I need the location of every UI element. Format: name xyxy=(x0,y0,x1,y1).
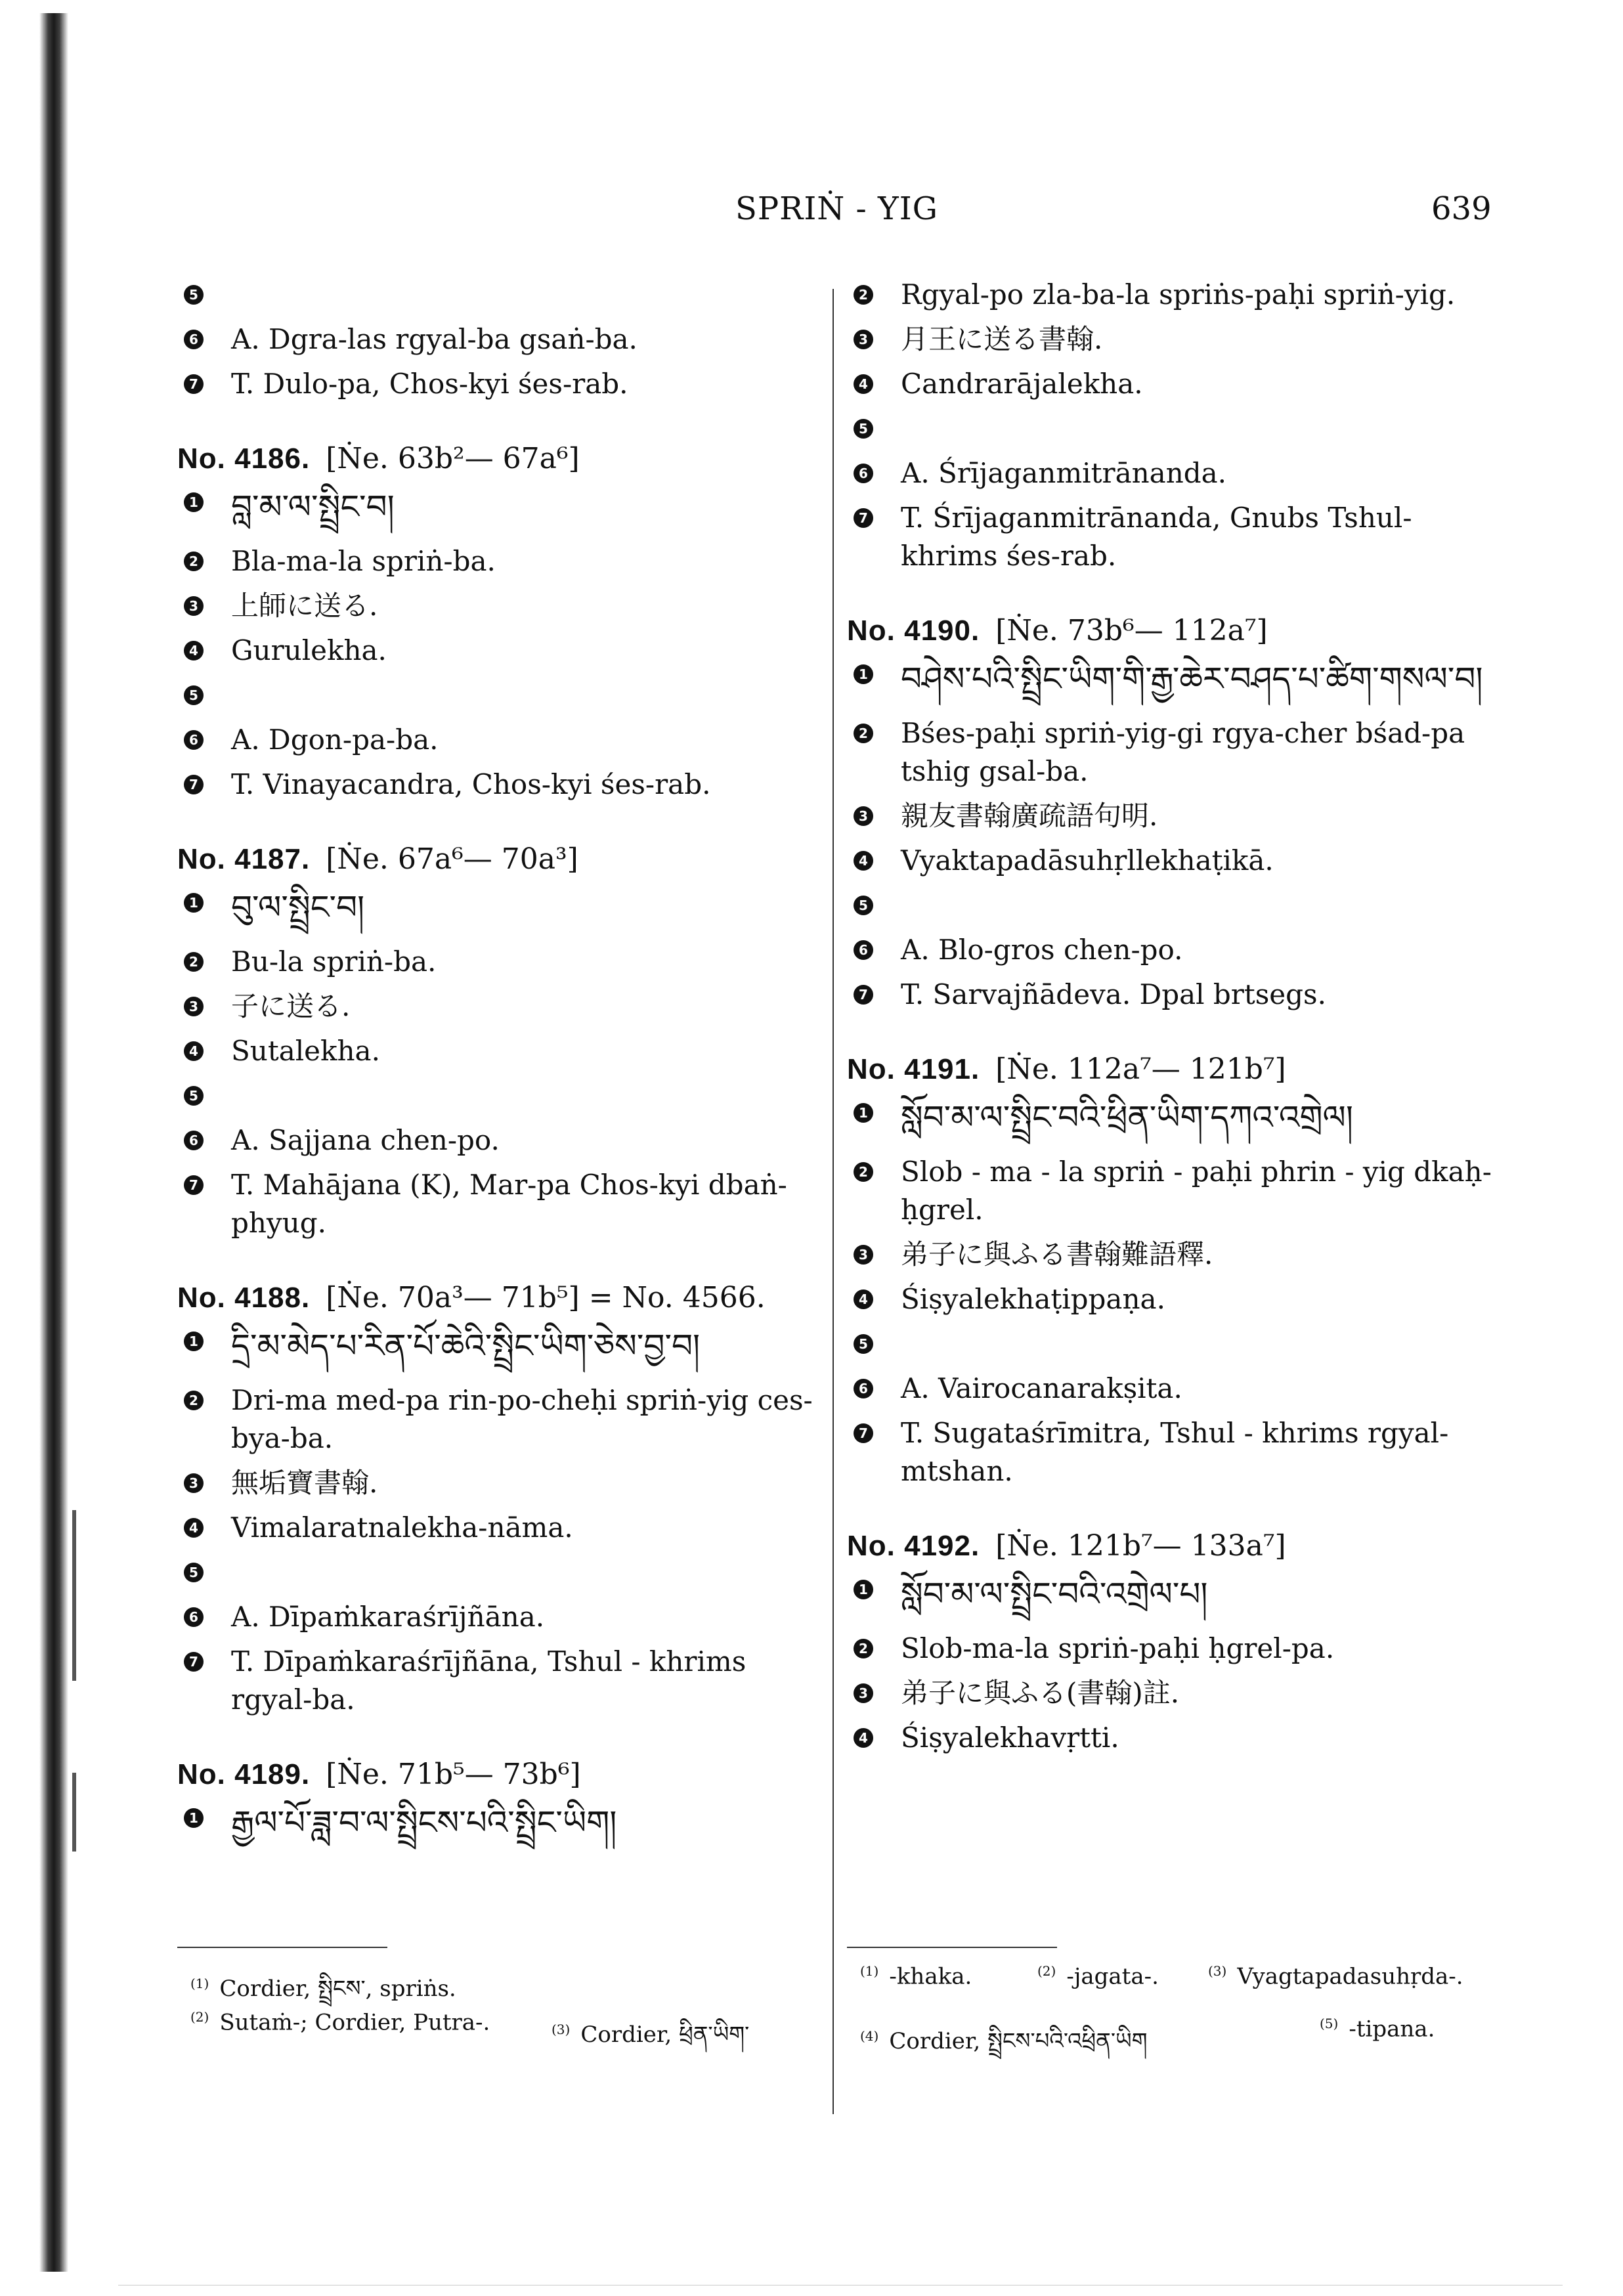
catalog-entry xyxy=(847,1040,1504,1490)
tibetan-title: བུ་ལ་སྤྲིང་བ། xyxy=(231,888,365,926)
scan-speck xyxy=(72,1773,76,1852)
field-text: Candrarājalekha. xyxy=(901,368,1143,400)
entry-heading xyxy=(177,830,834,876)
field-text: Bla-ma-la spriṅ-ba. xyxy=(231,545,496,577)
field-row xyxy=(177,1598,834,1636)
field-row xyxy=(847,1153,1504,1229)
field-marker: 2 xyxy=(184,952,204,972)
entry-heading xyxy=(847,601,1504,647)
field-marker: 4 xyxy=(854,1728,873,1748)
footnote-text: Cordier, སྤྲིངས་པའི་འཕྲིན་ཡིག xyxy=(889,2028,1148,2054)
field-marker: 4 xyxy=(184,641,204,661)
entry-heading xyxy=(177,429,834,475)
field-text: T. Vinayacandra, Chos-kyi śes-rab. xyxy=(231,768,711,800)
field-marker: 3 xyxy=(854,330,873,349)
footnote-text: Vyagtapadasuhṛda-. xyxy=(1237,1963,1463,1990)
field-row xyxy=(177,1322,834,1375)
catalog-entry xyxy=(177,1745,834,1852)
field-row xyxy=(177,1509,834,1547)
tibetan-title: སློབ་མ་ལ་སྤྲིང་བའི་ཕྲིན་ཡིག་དཀའ་འགྲེལ། xyxy=(901,1098,1353,1137)
field-row xyxy=(847,1570,1504,1623)
entry-heading xyxy=(177,1745,834,1791)
field-marker: 4 xyxy=(854,374,873,394)
footnote xyxy=(1208,1963,1463,1989)
field-marker: 4 xyxy=(184,1041,204,1061)
field-marker: 1 xyxy=(184,1808,204,1828)
field-text: Vyaktapadāsuhṛllekhaṭikā. xyxy=(901,844,1274,877)
field-marker: 1 xyxy=(854,1580,873,1599)
field-marker: 5 xyxy=(184,1563,204,1582)
entry-heading xyxy=(847,1517,1504,1563)
footnote xyxy=(860,2016,1148,2079)
field-text: T. Dīpaṁkaraśrījñāna, Tshul - khrims rgyal-ba. xyxy=(231,1645,747,1716)
field-row xyxy=(847,365,1504,403)
catalog-entry xyxy=(847,601,1504,1014)
entry-number: No. 4186. xyxy=(177,443,311,475)
field-row xyxy=(177,884,834,936)
footnote-mark: (1) xyxy=(860,1963,879,1979)
tibetan-title: བཤེས་པའི་སྤྲིང་ཡིག་གི་རྒྱ་ཆེར་བཤད་པ་ཚིག་གསལ་བ། xyxy=(901,660,1483,698)
footnote-text: -khaka. xyxy=(889,1963,972,1990)
field-marker: 5 xyxy=(184,285,204,305)
field-marker: 7 xyxy=(854,1423,873,1443)
field-text: Sutalekha. xyxy=(231,1035,380,1067)
field-marker: 7 xyxy=(184,374,204,394)
field-row xyxy=(177,1032,834,1070)
field-text: T. Sugataśrīmitra, Tshul - khrims rgyal-mtshan. xyxy=(901,1417,1449,1487)
footnote xyxy=(1320,2016,1435,2042)
continuation-block xyxy=(847,276,1504,575)
field-text: A. Dgra-las rgyal-ba gsaṅ-ba. xyxy=(231,323,638,355)
field-text: A. Dīpaṁkaraśrījñāna. xyxy=(231,1601,545,1633)
field-marker: 5 xyxy=(854,896,873,915)
footnote-text: Sutaṁ-; Cordier, Putra-. xyxy=(219,2009,490,2036)
entry-number: No. 4189. xyxy=(177,1758,311,1790)
field-text: T. Śrījaganmitrānanda, Gnubs Tshul-khrims śes-rab. xyxy=(901,502,1412,572)
footnote-mark: (1) xyxy=(190,1975,209,1991)
field-text: 子に送る. xyxy=(231,990,351,1022)
field-row xyxy=(177,766,834,804)
field-row xyxy=(177,987,834,1026)
field-row xyxy=(177,1553,834,1592)
footnote xyxy=(1037,1963,1159,1989)
field-marker: 3 xyxy=(854,806,873,826)
field-row xyxy=(847,276,1504,314)
field-marker: 6 xyxy=(184,1607,204,1627)
field-text: 上師に送る. xyxy=(231,590,378,622)
footnote xyxy=(552,2009,749,2072)
footnote-mark: (2) xyxy=(190,2009,209,2025)
field-marker: 3 xyxy=(854,1245,873,1265)
field-text: 無垢寶書翰. xyxy=(231,1467,378,1499)
catalog-entry xyxy=(177,429,834,804)
entry-reference: [Ṅe. 63b²— 67a⁶] xyxy=(326,442,580,475)
field-marker: 2 xyxy=(854,1162,873,1182)
field-marker: 6 xyxy=(184,330,204,349)
footnote-mark: (2) xyxy=(1037,1963,1056,1979)
field-marker: 2 xyxy=(184,1391,204,1410)
field-marker: 6 xyxy=(184,730,204,750)
field-text: Slob-ma-la spriṅ-paḥi ḥgrel-pa. xyxy=(901,1632,1335,1664)
field-row xyxy=(847,1630,1504,1668)
footnote-text: -jagata-. xyxy=(1066,1963,1159,1990)
field-row xyxy=(847,1719,1504,1757)
field-marker: 7 xyxy=(854,508,873,528)
entry-number: No. 4191. xyxy=(847,1053,980,1085)
field-row xyxy=(177,587,834,625)
field-marker: 1 xyxy=(854,1103,873,1123)
field-row xyxy=(177,1799,834,1852)
field-text: A. Sajjana chen-po. xyxy=(231,1124,500,1156)
field-marker: 3 xyxy=(184,1473,204,1493)
scan-speck xyxy=(72,1510,76,1681)
field-marker: 6 xyxy=(184,1131,204,1150)
field-row xyxy=(847,454,1504,492)
footnote-rule xyxy=(847,1947,1057,1948)
field-row xyxy=(847,320,1504,358)
field-text: Slob - ma - la spriṅ - paḥi phrin - yig dkaḥ-ḥgrel. xyxy=(901,1156,1492,1226)
field-marker: 7 xyxy=(184,1652,204,1672)
field-marker: 3 xyxy=(854,1683,873,1703)
field-row xyxy=(177,676,834,714)
field-row xyxy=(847,976,1504,1014)
tibetan-title: དྲི་མ་མེད་པ་རིན་པོ་ཆེའི་སྤྲིང་ཡིག་ཅེས་བྱ་བ། xyxy=(231,1327,701,1365)
continuation-block xyxy=(177,276,834,403)
field-row xyxy=(177,1643,834,1719)
footnote-text: Cordier, ཕྲིན་ཡིག་ xyxy=(580,2022,750,2048)
entry-reference: [Ṅe. 112a⁷— 121b⁷] xyxy=(995,1052,1286,1086)
entry-heading xyxy=(177,1268,834,1314)
footnote-text: Cordier, སྤྲིངས་, spriṅs. xyxy=(219,1976,456,2002)
field-row xyxy=(177,1464,834,1502)
field-marker: 6 xyxy=(854,464,873,483)
right-column xyxy=(847,276,1504,1764)
field-row xyxy=(847,931,1504,969)
tibetan-title: བླ་མ་ལ་སྤྲིང་བ། xyxy=(231,488,395,526)
field-marker: 1 xyxy=(184,492,204,512)
field-row xyxy=(847,797,1504,835)
field-text: 弟子に與ふる書翰難語釋. xyxy=(901,1238,1213,1270)
catalog-entry xyxy=(847,1517,1504,1757)
field-marker: 1 xyxy=(184,893,204,913)
field-marker: 5 xyxy=(854,419,873,439)
tibetan-title: རྒྱལ་པོ་ཟླ་བ་ལ་སྤྲིངས་པའི་སྤྲིང་ཡིག། xyxy=(231,1804,617,1842)
field-marker: 7 xyxy=(184,775,204,794)
field-row xyxy=(177,1077,834,1115)
field-text: A. Blo-gros chen-po. xyxy=(901,934,1183,966)
entry-reference: [Ṅe. 73b⁶— 112a⁷] xyxy=(995,614,1268,647)
entry-heading xyxy=(847,1040,1504,1086)
footnote-mark: (5) xyxy=(1320,2016,1339,2031)
field-row xyxy=(847,1414,1504,1490)
field-marker: 6 xyxy=(854,1379,873,1398)
running-header-title: SPRIṄ - YIG xyxy=(735,190,939,227)
left-column xyxy=(177,276,834,1858)
field-text: A. Śrījaganmitrānanda. xyxy=(901,457,1227,489)
field-text: 弟子に與ふる(書翰)註. xyxy=(901,1677,1180,1709)
field-row xyxy=(847,499,1504,575)
entry-reference: [Ṅe. 70a³— 71b⁵] = No. 4566. xyxy=(326,1281,766,1314)
field-row xyxy=(847,1370,1504,1408)
field-text: Rgyal-po zla-ba-la spriṅs-paḥi spriṅ-yig. xyxy=(901,278,1456,311)
entry-reference: [Ṅe. 121b⁷— 133a⁷] xyxy=(995,1529,1286,1563)
field-row xyxy=(177,721,834,759)
field-row xyxy=(847,1280,1504,1318)
entry-number: No. 4188. xyxy=(177,1282,311,1314)
footnote-text: -tipana. xyxy=(1349,2016,1435,2043)
field-row xyxy=(177,365,834,403)
field-marker: 5 xyxy=(184,1086,204,1106)
field-text: Vimalaratnalekha-nāma. xyxy=(231,1511,573,1544)
field-marker: 2 xyxy=(854,1639,873,1658)
field-row xyxy=(177,632,834,670)
entry-number: No. 4192. xyxy=(847,1530,980,1562)
footnote-mark: (3) xyxy=(1208,1963,1227,1979)
field-text: T. Dulo-pa, Chos-kyi śes-rab. xyxy=(231,368,628,400)
field-marker: 4 xyxy=(854,1289,873,1309)
field-marker: 1 xyxy=(184,1332,204,1351)
field-text: Śiṣyalekhaṭippaṇa. xyxy=(901,1283,1165,1315)
field-row xyxy=(847,655,1504,708)
field-row xyxy=(177,542,834,580)
field-text: Śiṣyalekhavṛtti. xyxy=(901,1722,1119,1754)
field-row xyxy=(847,714,1504,791)
scan-binding-edge xyxy=(39,13,68,2272)
field-row xyxy=(177,320,834,358)
field-marker: 4 xyxy=(854,851,873,871)
field-marker: 1 xyxy=(854,664,873,684)
field-marker: 2 xyxy=(184,552,204,571)
field-marker: 2 xyxy=(854,724,873,743)
field-row xyxy=(847,1094,1504,1146)
field-row xyxy=(847,842,1504,880)
field-text: Gurulekha. xyxy=(231,634,387,666)
entry-number: No. 4190. xyxy=(847,615,980,647)
field-row xyxy=(177,1121,834,1159)
entry-reference: [Ṅe. 71b⁵— 73b⁶] xyxy=(326,1758,581,1791)
field-text: A. Dgon-pa-ba. xyxy=(231,724,439,756)
footnote xyxy=(190,2009,490,2035)
field-row xyxy=(847,410,1504,448)
field-text: T. Mahājana (K), Mar-pa Chos-kyi dbaṅ-phyug. xyxy=(231,1169,787,1239)
field-row xyxy=(847,1325,1504,1363)
field-marker: 5 xyxy=(854,1334,873,1354)
field-row xyxy=(847,1236,1504,1274)
field-marker: 5 xyxy=(184,685,204,705)
field-marker: 4 xyxy=(184,1518,204,1538)
field-row xyxy=(177,1381,834,1458)
field-row xyxy=(177,1166,834,1242)
field-marker: 6 xyxy=(854,940,873,960)
field-text: 月王に送る書翰. xyxy=(901,323,1103,355)
field-row xyxy=(177,943,834,981)
entry-reference: [Ṅe. 67a⁶— 70a³] xyxy=(326,842,578,876)
field-marker: 2 xyxy=(854,285,873,305)
field-marker: 3 xyxy=(184,596,204,616)
field-row xyxy=(847,886,1504,924)
entry-number: No. 4187. xyxy=(177,843,311,875)
field-text: Dri-ma med-pa rin-po-cheḥi spriṅ-yig ces-bya-ba. xyxy=(231,1384,813,1454)
field-text: A. Vairocanarakṣita. xyxy=(901,1372,1182,1404)
footnote-mark: (4) xyxy=(860,2027,879,2044)
footnote xyxy=(860,1963,972,1989)
tibetan-title: སློབ་མ་ལ་སྤྲིང་བའི་འགྲེལ་པ། xyxy=(901,1575,1208,1613)
page-number: 639 xyxy=(1431,190,1492,227)
field-text: Bśes-paḥi spriṅ-yig-gi rgya-cher bśad-pa tshig gsal-ba. xyxy=(901,717,1465,787)
catalog-entry xyxy=(177,1268,834,1719)
field-marker: 3 xyxy=(184,997,204,1016)
footnote-rule xyxy=(177,1947,387,1948)
field-text: 親友書翰廣疏語句明. xyxy=(901,800,1158,832)
field-row xyxy=(847,1674,1504,1712)
field-row xyxy=(177,483,834,536)
field-text: Bu-la spriṅ-ba. xyxy=(231,945,437,978)
field-text: T. Sarvajñādeva. Dpal brtsegs. xyxy=(901,978,1326,1010)
catalog-entry xyxy=(177,830,834,1242)
field-marker: 7 xyxy=(854,985,873,1005)
field-marker: 7 xyxy=(184,1175,204,1195)
footnote-mark: (3) xyxy=(552,2021,571,2037)
field-row xyxy=(177,276,834,314)
